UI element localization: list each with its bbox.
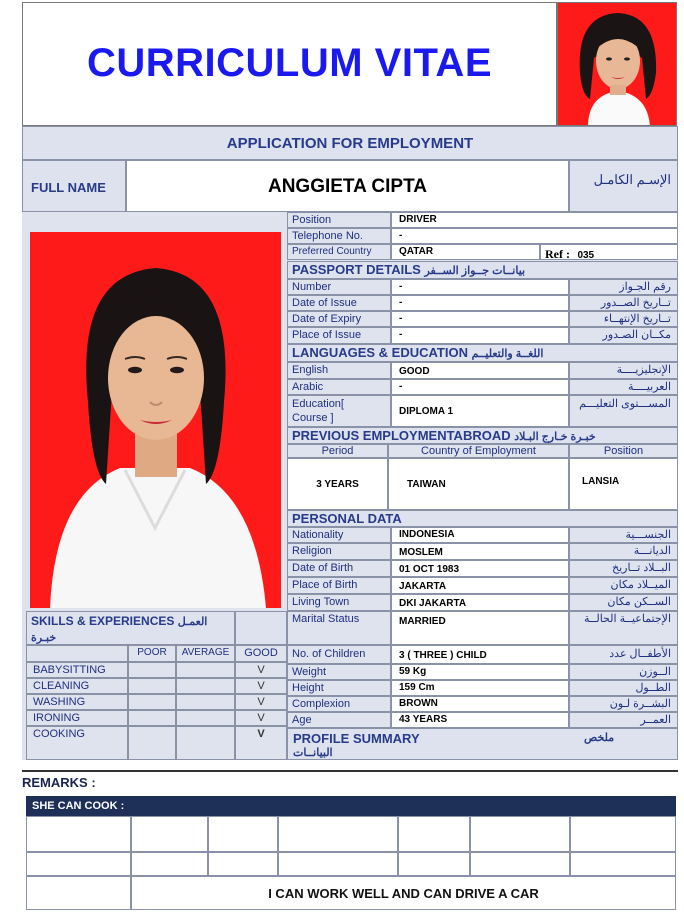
employment-col-position: Position xyxy=(569,444,678,458)
skill-row-1-poor xyxy=(128,678,176,694)
personal-row-0-ar: الجنســـية xyxy=(569,527,678,543)
passport-row-1-ar: تــاريخ الصــدور xyxy=(569,295,678,311)
remarks-grid-cell xyxy=(208,852,278,876)
personal-row-6-ar: الأطفــال عدد xyxy=(569,645,678,664)
section-banner: APPLICATION FOR EMPLOYMENT xyxy=(22,126,678,160)
employment-section-header: PREVIOUS EMPLOYMENTABROAD خبـرة خـارج البـلاد xyxy=(287,427,678,444)
personal-row-8-label: Height xyxy=(287,680,391,696)
page-title: CURRICULUM VITAE xyxy=(22,2,557,126)
skill-row-2-good: V xyxy=(235,694,287,710)
full-name-value: ANGGIETA CIPTA xyxy=(267,176,428,197)
remarks-grid-cell xyxy=(470,852,570,876)
personal-row-6-label: No. of Children xyxy=(287,645,391,664)
personal-row-0-label: Nationality xyxy=(287,527,391,543)
passport-row-1-value: - xyxy=(391,295,569,311)
passport-row-2-label: Date of Expiry xyxy=(287,311,391,327)
personal-row-9-ar: البشــرة لـون xyxy=(569,696,678,712)
job-row-0-label: Position xyxy=(287,212,391,228)
personal-row-4-label: Living Town xyxy=(287,594,391,611)
personal-row-0-value: INDONESIA xyxy=(391,527,569,543)
profile-summary-title-ar: البيانــات xyxy=(293,747,333,759)
remarks-grid-cell xyxy=(570,816,676,852)
passport-row-0-value: - xyxy=(391,279,569,295)
passport-section-header: PASSPORT DETAILS بيانــات جــواز الســفر xyxy=(287,261,678,279)
skill-row-3-name: IRONING xyxy=(26,710,128,726)
skills-title: SKILLS & EXPERIENCES العمـل خبـرة xyxy=(31,614,208,644)
personal-row-8-value: 159 Cm xyxy=(391,680,569,696)
skill-row-4-good: V xyxy=(235,726,287,760)
full-name-ar-cell xyxy=(569,160,678,212)
passport-row-3-ar: مكــان الصـدور xyxy=(569,327,678,344)
full-name-label-cell xyxy=(22,160,126,212)
personal-row-3-label: Place of Birth xyxy=(287,577,391,594)
skill-row-0-good: V xyxy=(235,662,287,678)
ref-cell xyxy=(540,244,678,260)
remarks-footer-text: I CAN WORK WELL AND CAN DRIVE A CAR xyxy=(268,886,539,901)
remarks-grid-cell xyxy=(131,816,208,852)
skill-row-4-name: COOKING xyxy=(26,726,128,760)
remarks-divider xyxy=(22,770,678,772)
lang-row-1-ar: العربيــــة xyxy=(569,379,678,395)
passport-row-3-value: - xyxy=(391,327,569,344)
skill-row-1-average xyxy=(176,678,235,694)
remarks-grid-cell xyxy=(208,816,278,852)
remarks-footer-cell xyxy=(131,876,676,910)
remarks-grid-cell xyxy=(398,852,470,876)
job-row-1-label: Telephone No. xyxy=(287,228,391,244)
personal-row-1-ar: الديانـــة xyxy=(569,543,678,560)
languages-section-header: LANGUAGES & EDUCATION اللغــة والتعليــم xyxy=(287,344,678,362)
personal-row-7-ar: الــوزن xyxy=(569,664,678,680)
skills-col-blank xyxy=(26,645,128,662)
job-row-1-value: - xyxy=(391,228,678,244)
passport-section-ar: بيانــات جــواز الســفر xyxy=(424,265,526,277)
personal-row-5-label: Marital Status xyxy=(287,611,391,645)
skill-row-3-poor xyxy=(128,710,176,726)
remarks-grid-cell xyxy=(26,852,131,876)
skill-row-3-good: V xyxy=(235,710,287,726)
passport-row-2-ar: تــاريخ الإنتهــاء xyxy=(569,311,678,327)
skill-row-3-average xyxy=(176,710,235,726)
passport-row-1-label: Date of Issue xyxy=(287,295,391,311)
skills-header-blank xyxy=(235,611,287,645)
personal-row-7-label: Weight xyxy=(287,664,391,680)
remarks-grid-cell xyxy=(398,816,470,852)
employment-section-ar: خبـرة خـارج البـلاد xyxy=(514,431,596,443)
ref-label: Ref : xyxy=(545,247,570,260)
lang-row-1-label: Arabic xyxy=(287,379,391,395)
personal-row-9-label: Complexion xyxy=(287,696,391,712)
employment-col-period: Period xyxy=(287,444,388,458)
skill-row-0-name: BABYSITTING xyxy=(26,662,128,678)
skills-col-average: AVERAGE xyxy=(176,645,235,662)
skill-row-0-average xyxy=(176,662,235,678)
remarks-grid-cell xyxy=(278,816,398,852)
skill-row-1-name: CLEANING xyxy=(26,678,128,694)
skill-row-0-poor xyxy=(128,662,176,678)
skills-col-good: GOOD xyxy=(235,645,287,662)
personal-section-header: PERSONAL DATA xyxy=(287,510,678,527)
personal-row-5-ar: الإجتماعيــة الحالــة xyxy=(569,611,678,645)
full-name-ar-label: الإسـم الكامـل xyxy=(593,172,671,187)
personal-row-6-value: 3 ( THREE ) CHILD xyxy=(391,645,569,664)
full-name-label: FULL NAME xyxy=(31,180,106,195)
ref-value: 035 xyxy=(577,250,595,260)
skill-row-2-average xyxy=(176,694,235,710)
small-photo xyxy=(557,2,677,126)
personal-row-2-label: Date of Birth xyxy=(287,560,391,577)
personal-row-3-value: JAKARTA xyxy=(391,577,569,594)
personal-row-4-ar: الســكن مكان xyxy=(569,594,678,611)
personal-row-2-value: 01 OCT 1983 xyxy=(391,560,569,577)
personal-row-9-value: BROWN xyxy=(391,696,569,712)
employment-col-country: Country of Employment xyxy=(388,444,569,458)
employment-period-value: 3 YEARS xyxy=(287,458,388,510)
skill-row-1-good: V xyxy=(235,678,287,694)
full-name-value-cell xyxy=(126,160,569,212)
skill-row-2-name: WASHING xyxy=(26,694,128,710)
lang-row-1-value: - xyxy=(391,379,569,395)
remarks-label: REMARKS : xyxy=(22,775,96,790)
personal-row-5-value: MARRIED xyxy=(391,611,569,645)
profile-summary-ar2: ملخص xyxy=(584,732,615,744)
skill-row-4-average xyxy=(176,726,235,760)
remarks-bar: SHE CAN COOK : xyxy=(26,796,676,816)
profile-photo xyxy=(30,232,281,608)
remarks-grid-cell xyxy=(26,876,131,910)
personal-row-3-ar: الميــلاد مكان xyxy=(569,577,678,594)
lang-row-2-value: DIPLOMA 1 xyxy=(391,395,569,427)
personal-row-10-label: Age xyxy=(287,712,391,728)
personal-row-1-value: MOSLEM xyxy=(391,543,569,560)
lang-row-2-ar: المســـتوى التعليـــم xyxy=(569,395,678,427)
lang-row-0-label: English xyxy=(287,362,391,379)
personal-row-10-value: 43 YEARS xyxy=(391,712,569,728)
lang-row-0-value: GOOD xyxy=(391,362,569,379)
employment-position-value: LANSIA xyxy=(569,458,678,510)
passport-row-0-label: Number xyxy=(287,279,391,295)
personal-row-8-ar: الطــول xyxy=(569,680,678,696)
passport-row-0-ar: رقم الجـواز xyxy=(569,279,678,295)
passport-row-3-label: Place of Issue xyxy=(287,327,391,344)
personal-row-4-value: DKI JAKARTA xyxy=(391,594,569,611)
lang-row-2-label: Education[ Course ] xyxy=(287,395,391,427)
remarks-grid-cell xyxy=(570,852,676,876)
job-row-2-value: QATAR xyxy=(391,244,540,260)
personal-row-7-value: 59 Kg xyxy=(391,664,569,680)
profile-summary-header xyxy=(287,728,678,760)
lang-row-0-ar: الإنجليزيــــة xyxy=(569,362,678,379)
languages-section-ar: اللغــة والتعليــم xyxy=(471,348,544,360)
remarks-grid-cell xyxy=(470,816,570,852)
employment-country-value: TAIWAN xyxy=(388,458,569,510)
remarks-grid-cell xyxy=(26,816,131,852)
remarks-grid-cell xyxy=(131,852,208,876)
personal-row-1-label: Religion xyxy=(287,543,391,560)
job-row-0-value: DRIVER xyxy=(391,212,678,228)
job-row-2-label: Preferred Country xyxy=(287,244,391,260)
profile-summary-title: PROFILE SUMMARY xyxy=(293,731,420,746)
passport-row-2-value: - xyxy=(391,311,569,327)
remarks-grid-cell xyxy=(278,852,398,876)
skills-col-poor: POOR xyxy=(128,645,176,662)
skill-row-4-poor xyxy=(128,726,176,760)
personal-row-2-ar: البــلاد تــاريخ xyxy=(569,560,678,577)
skill-row-2-poor xyxy=(128,694,176,710)
skills-section-header xyxy=(26,611,235,645)
personal-row-10-ar: العمــر xyxy=(569,712,678,728)
